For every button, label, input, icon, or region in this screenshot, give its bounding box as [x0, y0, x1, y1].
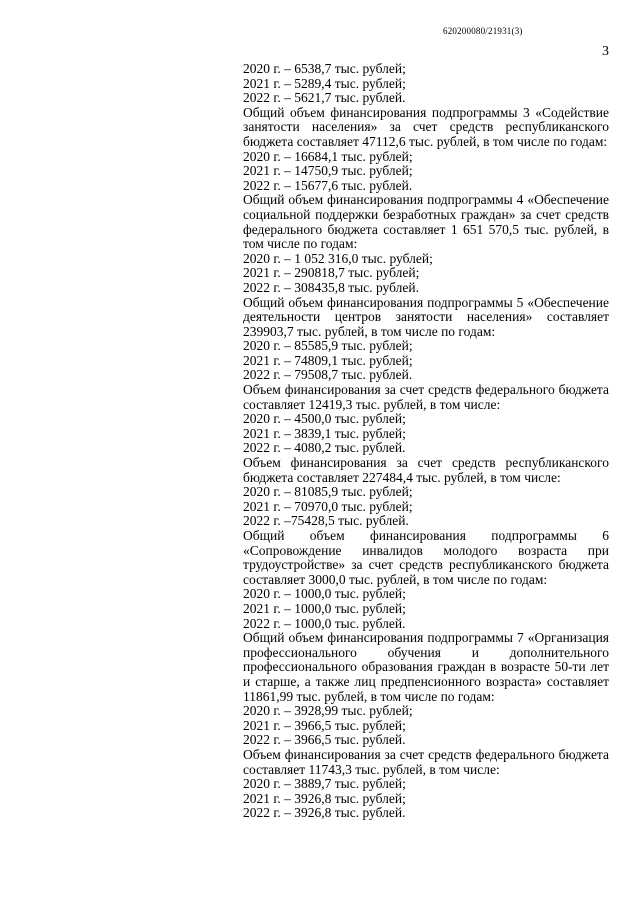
- funding-year-line: 2022 г. – 1000,0 тыс. рублей.: [243, 615, 406, 631]
- funding-year-line: 2021 г. – 70970,0 тыс. рублей;: [243, 498, 413, 514]
- funding-year-line: 2021 г. – 3966,5 тыс. рублей;: [243, 717, 406, 733]
- funding-year-line: 2020 г. – 3889,7 тыс. рублей;: [243, 776, 406, 792]
- funding-year-line: 2020 г. – 1000,0 тыс. рублей;: [243, 586, 406, 602]
- funding-year-line: 2020 г. – 85585,9 тыс. рублей;: [243, 338, 413, 354]
- funding-year-line: 2021 г. – 3926,8 тыс. рублей;: [243, 790, 406, 806]
- funding-year-line: 2022 г. – 79508,7 тыс. рублей.: [243, 367, 413, 383]
- funding-year-line: 2021 г. – 1000,0 тыс. рублей;: [243, 600, 406, 616]
- funding-year-line: 2020 г. – 81085,9 тыс. рублей;: [243, 484, 413, 500]
- funding-year-line: 2020 г. – 3928,99 тыс. рублей;: [243, 703, 413, 719]
- funding-year-line: 2022 г. – 3966,5 тыс. рублей.: [243, 732, 406, 748]
- page-number: 3: [602, 44, 609, 59]
- funding-year-line: 2020 г. – 4500,0 тыс. рублей;: [243, 411, 406, 427]
- funding-year-line: 2022 г. – 3926,8 тыс. рублей.: [243, 805, 406, 821]
- funding-year-line: 2021 г. – 3839,1 тыс. рублей;: [243, 425, 406, 441]
- funding-year-line: 2020 г. – 16684,1 тыс. рублей;: [243, 148, 413, 164]
- funding-year-line: 2021 г. – 14750,9 тыс. рублей;: [243, 163, 413, 179]
- funding-year-line: 2020 г. – 6538,7 тыс. рублей;: [243, 61, 406, 76]
- paragraph: Общий объем финансирования подпрограммы 4 «Обеспечение социальной поддержки безработных граждан» за счет средств федерального бюджета составляет 1 651 570,5 тыс. рублей, в том числе по годам:: [243, 192, 609, 252]
- paragraph: Общий объем финансирования подпрограммы 6 «Сопровождение инвалидов молодого возраста при трудоустройстве» за счет средств республиканского бюджета составляет 3000,0 тыс. рублей, в том числе по годам:: [243, 528, 609, 587]
- funding-year-line: 2021 г. – 5289,4 тыс. рублей;: [243, 75, 406, 91]
- funding-year-line: 2022 г. – 15677,6 тыс. рублей.: [243, 177, 413, 193]
- funding-year-line: 2022 г. – 4080,2 тыс. рублей.: [243, 440, 406, 456]
- funding-year-line: 2022 г. – 5621,7 тыс. рублей.: [243, 90, 406, 106]
- paragraph: Общий объем финансирования подпрограммы 5 «Обеспечение деятельности центров занятости населения» составляет 239903,7 тыс. рублей, в том числе по годам:: [243, 294, 609, 339]
- paragraph: Объем финансирования за счет средств федерального бюджета составляет 12419,3 тыс. рублей, в том числе:: [243, 382, 609, 412]
- funding-year-line: 2022 г. – 308435,8 тыс. рублей.: [243, 279, 419, 295]
- document-body: [243, 62, 609, 821]
- paragraph: Общий объем финансирования подпрограммы 7 «Организация профессионального обучения и дополнительного профессионального образования граждан в возрасте 50-ти лет и старше, а также лиц предпенсионного возраста» составляет 11861,99 тыс. рублей, в том числе по годам:: [243, 630, 609, 704]
- funding-year-line: 2022 г. –75428,5 тыс. рублей.: [243, 513, 409, 529]
- paragraph: Объем финансирования за счет средств федерального бюджета составляет 11743,3 тыс. рублей, в том числе:: [243, 746, 609, 777]
- funding-year-line: 2021 г. – 290818,7 тыс. рублей;: [243, 265, 420, 281]
- paragraph: Общий объем финансирования подпрограммы 3 «Содействие занятости населения» за счет средств республиканского бюджета составляет 47112,6 тыс. рублей, в том числе по годам:: [243, 104, 609, 149]
- document-id: 620200080/21931(3): [443, 26, 523, 36]
- paragraph: Объем финансирования за счет средств республиканского бюджета составляет 227484,4 тыс. рублей, в том числе:: [243, 455, 609, 485]
- funding-year-line: 2021 г. – 74809,1 тыс. рублей;: [243, 352, 413, 368]
- funding-year-line: 2020 г. – 1 052 316,0 тыс. рублей;: [243, 250, 433, 266]
